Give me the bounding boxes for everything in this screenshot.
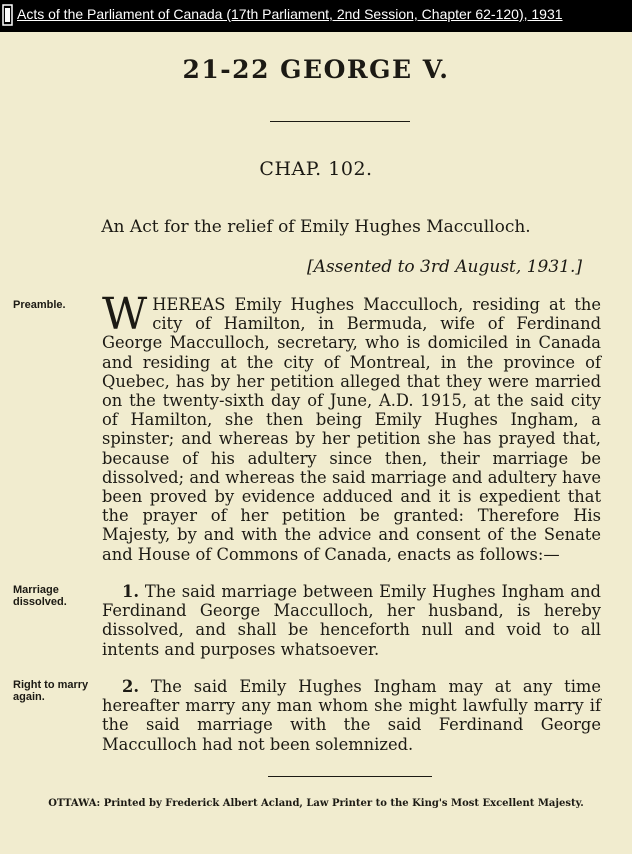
act-title: An Act for the relief of Emily Hughes Macculloch.	[101, 217, 531, 237]
section-1-paragraph	[102, 582, 601, 659]
assent-date: [Assented to 3rd August, 1931.]	[307, 257, 582, 277]
preamble-text: HEREAS Emily Hughes Macculloch, residing at the city of Hamilton, in Bermuda, wife of Ferdinand George Macculloch, secretary, who is domiciled in Canada and residing at the city of Montreal, in the province of Quebec, has by her petition alleged that they were married on the twenty-sixth day of June, A.D. 1915, at the said city of Hamilton, she then being Emily Hughes Ingham, a spinster; and whereas by her petition she has prayed that, because of his adultery since then, their marriage be dissolved; and whereas the said marriage and adultery have been proved by evidence adduced and it is expedient that the prayer of her petition be granted: Therefore His Majesty, by and with the advice and consent of the Senate and House of Commons of Canada, enacts as follows:—	[102, 295, 601, 564]
document-title-link[interactable]: Acts of the Parliament of Canada (17th Parliament, 2nd Session, Chapter 62-120), 1931	[17, 6, 563, 22]
printer-colophon: OTTAWA: Printed by Frederick Albert Acland, Law Printer to the King's Most Excellent Majesty.	[48, 798, 584, 809]
section-2-text: The said Emily Hughes Ingham may at any time hereafter marry any man whom she might lawfully marry if the said marriage with the said Ferdinand George Macculloch had not been solemnized.	[102, 677, 601, 754]
divider	[270, 121, 410, 122]
margin-note-section-2: Right to marry again.	[13, 679, 89, 703]
margin-note-section-1: Marriage dissolved.	[13, 584, 67, 608]
section-1-number: 1.	[122, 582, 139, 601]
preamble-paragraph	[102, 289, 601, 564]
divider	[268, 776, 432, 777]
chapter-number: CHAP. 102.	[259, 158, 373, 180]
drop-cap: W	[102, 289, 148, 340]
margin-note-preamble: Preamble.	[13, 299, 66, 311]
section-2-number: 2.	[122, 677, 139, 696]
regnal-year-heading: 21-22 GEORGE V.	[182, 55, 450, 84]
section-1-text: The said marriage between Emily Hughes Ingham and Ferdinand George Macculloch, her husband, is hereby dissolved, and shall be henceforth null and void to all intents and purposes whatsoever.	[102, 582, 601, 659]
section-2-paragraph	[102, 677, 601, 754]
title-bar	[0, 0, 632, 32]
document-icon	[2, 4, 13, 26]
